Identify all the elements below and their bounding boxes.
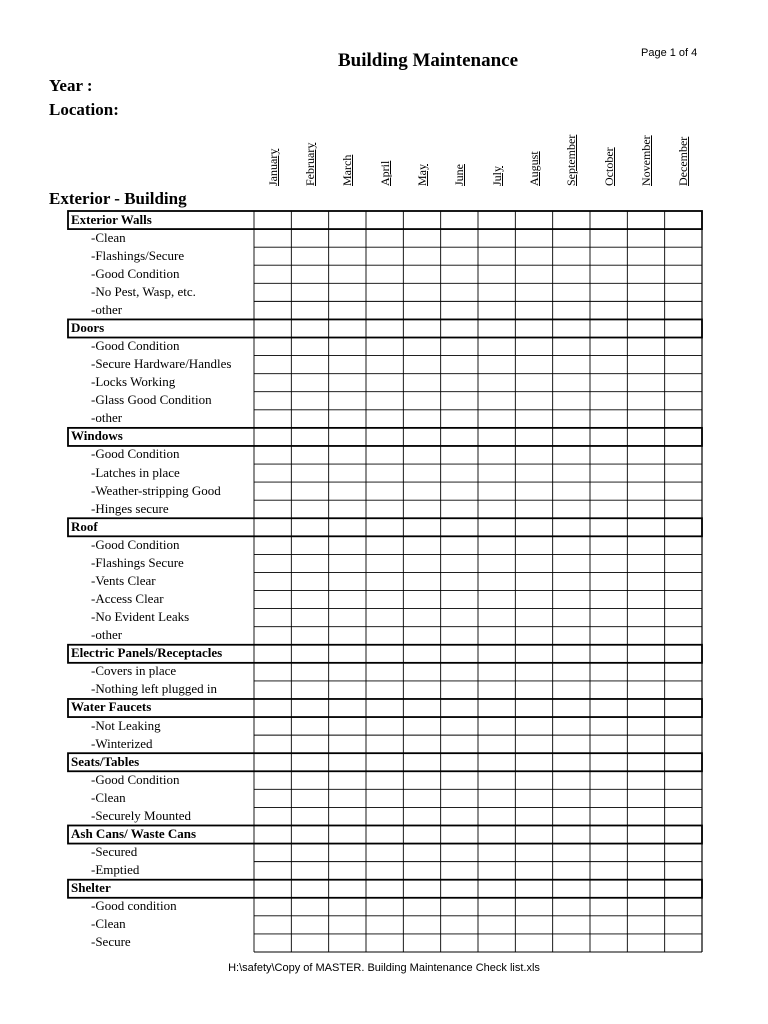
checklist-item-label: -Flashings/Secure	[91, 247, 185, 263]
checklist-item-label: -Access Clear	[91, 591, 164, 607]
checklist-item-label: -Good condition	[91, 898, 177, 914]
month-header-august: August	[527, 151, 541, 186]
month-header-december: December	[676, 136, 691, 186]
group-heading: Water Faucets	[71, 699, 152, 715]
section-title: Exterior - Building	[49, 189, 187, 208]
checklist-item-label: -Good Condition	[91, 771, 180, 787]
month-header-march: March	[340, 154, 355, 186]
checklist-item-label: -Not Leaking	[91, 717, 161, 733]
page-title: Building Maintenance	[338, 50, 518, 71]
group-header-box	[68, 319, 702, 337]
month-header-june: June	[452, 164, 467, 186]
location-label: Location:	[49, 100, 119, 119]
checklist-item-label: -Emptied	[91, 862, 140, 878]
checklist-item-label: -Locks Working	[91, 374, 176, 390]
group-heading: Exterior Walls	[71, 211, 152, 227]
group-header-box	[68, 880, 702, 898]
group-header-box	[68, 211, 702, 229]
month-header-july: July	[489, 165, 504, 186]
checklist-item-label: -Clean	[91, 229, 126, 245]
checklist-item-label: -Secured	[91, 844, 138, 860]
checklist-item-label: -No Evident Leaks	[91, 609, 190, 625]
month-header-november: November	[639, 135, 653, 186]
checklist-item-label: -Clean	[91, 789, 126, 805]
checklist-item-label: -Flashings Secure	[91, 554, 184, 570]
checklist-item-label: -other	[91, 301, 123, 317]
group-header-box	[68, 753, 702, 771]
month-header-april: April	[377, 160, 392, 186]
group-header-box	[68, 518, 702, 536]
checklist-item-label: -Vents Clear	[91, 572, 156, 588]
checklist-item-label: -Winterized	[91, 735, 153, 751]
checklist-item-label: -Weather-stripping Good	[91, 482, 221, 498]
checklist-item-label: -Good Condition	[91, 536, 180, 552]
checklist-item-label: -No Pest, Wasp, etc.	[91, 283, 196, 299]
page-number: Page 1 of 4	[641, 47, 698, 59]
checklist-item-label: -Secure Hardware/Handles	[91, 356, 232, 372]
group-heading: Roof	[71, 518, 98, 534]
checklist-item-label: -Good Condition	[91, 265, 180, 281]
checklist-item-label: -Hinges secure	[91, 500, 169, 516]
group-header-box	[68, 428, 702, 446]
checklist-item-label: -Glass Good Condition	[91, 392, 212, 408]
checklist-item-label: -Good Condition	[91, 446, 180, 462]
group-heading: Doors	[71, 319, 105, 335]
checklist-item-label: -Good Condition	[91, 338, 180, 353]
group-heading: Ash Cans/ Waste Cans	[71, 825, 197, 841]
checklist-item-label: -Latches in place	[91, 464, 180, 480]
month-header-february: February	[303, 142, 317, 186]
checklist-item-label: -Covers in place	[91, 663, 177, 679]
month-header-may: May	[415, 164, 429, 186]
checklist-item-label: -Nothing left plugged in	[91, 681, 218, 697]
group-header-box	[68, 699, 702, 717]
month-header-january: January	[265, 148, 280, 186]
group-heading: Electric Panels/Receptacles	[71, 645, 223, 661]
month-header-october: October	[601, 147, 616, 186]
checklist-item-label: -other	[91, 627, 123, 643]
checklist-item-label: -Securely Mounted	[91, 807, 192, 823]
checklist-item-label: -other	[91, 410, 123, 426]
month-header-september: September	[564, 134, 579, 186]
checklist-item-label: -Clean	[91, 916, 126, 932]
year-label: Year :	[49, 76, 93, 95]
checklist-item-label: -Secure	[91, 934, 131, 950]
footer-path: H:\safety\Copy of MASTER. Building Maintenance Check list.xls	[228, 962, 540, 974]
group-heading: Windows	[71, 428, 123, 444]
group-heading: Shelter	[71, 880, 111, 896]
group-heading: Seats/Tables	[71, 753, 140, 769]
